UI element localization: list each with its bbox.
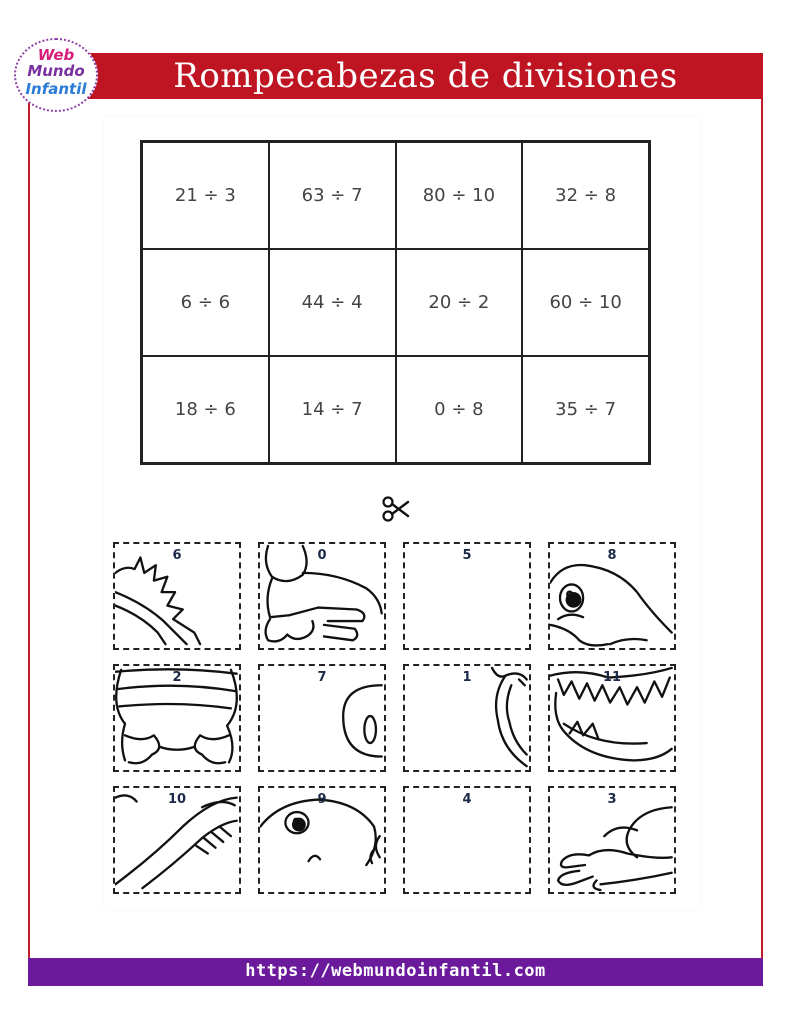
piece-number: 1 — [462, 670, 472, 685]
problem-cell: 0 ÷ 8 — [396, 356, 523, 463]
piece-number: 2 — [172, 670, 182, 685]
puzzle-piece[interactable] — [258, 664, 386, 772]
puzzle-piece[interactable] — [548, 542, 676, 650]
page-title: Rompecabezas de divisiones — [173, 56, 678, 96]
problem-cell: 44 ÷ 4 — [269, 249, 396, 356]
puzzle-piece[interactable] — [403, 786, 531, 894]
piece-number: 8 — [607, 548, 617, 563]
footer-bar — [28, 958, 763, 986]
problem-cell: 35 ÷ 7 — [522, 356, 649, 463]
piece-number: 6 — [172, 548, 182, 563]
puzzle-piece[interactable] — [403, 664, 531, 772]
website-url[interactable]: https://webmundoinfantil.com — [245, 961, 546, 981]
piece-number: 3 — [607, 792, 617, 807]
problem-cell: 20 ÷ 2 — [396, 249, 523, 356]
piece-number: 10 — [167, 792, 187, 807]
puzzle-piece[interactable] — [258, 786, 386, 894]
scissors-icon — [380, 494, 412, 524]
logo-text-web: Web — [37, 46, 75, 64]
puzzle-piece[interactable] — [403, 542, 531, 650]
logo-text-mundo: Mundo — [27, 62, 85, 80]
problem-cell: 6 ÷ 6 — [142, 249, 269, 356]
problem-cell: 60 ÷ 10 — [522, 249, 649, 356]
piece-number: 7 — [317, 670, 327, 685]
puzzle-piece[interactable] — [113, 664, 241, 772]
piece-number: 4 — [462, 792, 472, 807]
puzzle-piece[interactable] — [258, 542, 386, 650]
problem-cell: 14 ÷ 7 — [269, 356, 396, 463]
puzzle-piece[interactable] — [113, 786, 241, 894]
title-bar — [28, 53, 763, 99]
piece-number: 5 — [462, 548, 472, 563]
site-logo[interactable] — [14, 38, 98, 112]
division-grid — [140, 140, 651, 465]
problem-cell: 80 ÷ 10 — [396, 142, 523, 249]
logo-text-infantil: Infantil — [25, 80, 87, 98]
puzzle-piece[interactable] — [548, 664, 676, 772]
piece-number: 11 — [602, 670, 622, 685]
piece-number: 0 — [317, 548, 327, 563]
problem-cell: 32 ÷ 8 — [522, 142, 649, 249]
problem-cell: 18 ÷ 6 — [142, 356, 269, 463]
problem-cell: 63 ÷ 7 — [269, 142, 396, 249]
problem-cell: 21 ÷ 3 — [142, 142, 269, 249]
puzzle-piece[interactable] — [113, 542, 241, 650]
piece-number: 9 — [317, 792, 327, 807]
puzzle-piece[interactable] — [548, 786, 676, 894]
